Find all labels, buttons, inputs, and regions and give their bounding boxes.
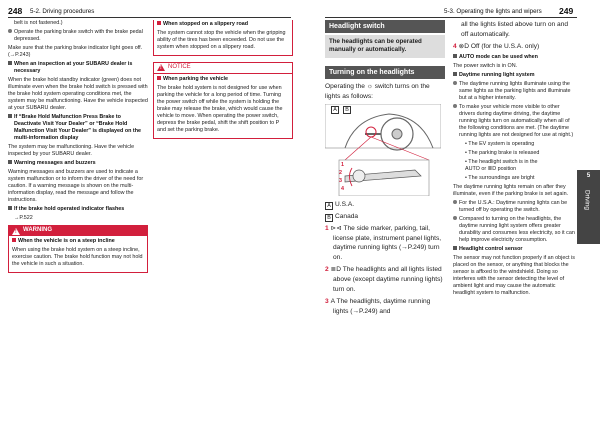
subheading: When stopped on a slippery road [157, 21, 289, 28]
bullet-item: To make your vehicle more visible to other drivers during daytime driving, the daytime running lights turn on automatically when all of the following conditions are met. (The daytime running lights are not designed for use at night.) [453, 104, 575, 139]
subheading: AUTO mode can be used when [453, 54, 575, 61]
square-bullet-icon [8, 61, 12, 65]
column-1 [8, 20, 148, 273]
paragraph: The system cannot stop the vehicle when the gripping ability of the tires has been exceeded. Do not use the system when stopped on a slippery road. [157, 30, 286, 51]
numbered-item-4: 4 ⊗D Off (for the U.S.A. only) [453, 42, 540, 50]
warning-subheading: When the vehicle is on a steep incline [12, 238, 144, 245]
label-usa: A U.S.A. [325, 200, 445, 210]
headlight-switch-figure [325, 104, 441, 196]
notice-subheading: When parking the vehicle [157, 76, 289, 83]
notice-header: ! NOTICE [154, 63, 292, 74]
sub-bullet: • The EV system is operating [465, 140, 535, 147]
column-4 [453, 20, 575, 299]
square-bullet-icon [8, 114, 12, 118]
subheading: If “Brake Hold Malfunction Press Brake to Deactivate Visit Your Dealer” or “Brake Hold Malfunction Visit Your Dealer” is displayed on the multi-information display [8, 114, 148, 142]
chapter-label: Driving [583, 190, 591, 210]
figure-callout-3: 3 [339, 177, 342, 184]
numbered-item-2: 2 ≣D The headlights and all lights listed above (except daytime running lights) turn on. [325, 266, 443, 294]
sub-bullet: • The headlight switch is in the AUTO or ≣D position [465, 158, 538, 172]
paragraph: Warning messages and buzzers are used to indicate a system malfunction or to inform the driver of the need for caution. If a warning message is shown on the multi-information display, read the message and follow the instructions. [8, 169, 144, 204]
bullet-icon [8, 29, 12, 33]
chapter-number: 5 [586, 173, 591, 179]
light-symbol-icon: ☼ [366, 82, 373, 90]
intro-text: Operating the ☼ switch turns on the lights as follows: [325, 82, 430, 100]
warning-header: ! WARNING [9, 226, 147, 236]
paragraph: When the brake hold standby indicator (green) does not illuminate even when the brake hold switch is pressed with the brake hold system operating conditions met, the system may be malfunctioning. Have the vehicle inspected at your SUBARU dealer. [8, 77, 148, 112]
steering-column-illustration [325, 104, 441, 196]
subheading: When an inspection at your SUBARU dealer is necessary [8, 61, 148, 75]
bullet-icon [453, 216, 457, 220]
square-bullet-icon [453, 54, 457, 58]
side-light-icon: ⊳⊲ [330, 224, 342, 232]
subheading: Headlight control sensor [453, 246, 575, 253]
figure-callout-1: 1 [341, 161, 344, 168]
figure-label-b: B [343, 106, 351, 114]
square-bullet-icon [8, 160, 12, 164]
bullet-icon [453, 104, 457, 108]
bullet-icon [453, 200, 457, 204]
square-bullet-icon [157, 76, 161, 80]
square-bullet-icon [12, 238, 16, 242]
numbered-item-3: 3 A The headlights, daytime running lights (→P.249) and [325, 297, 431, 315]
subsection-title: Turning on the headlights [325, 66, 445, 79]
paragraph: The power switch is in ON. [453, 62, 518, 69]
square-bullet-icon [8, 206, 12, 210]
section-intro: The headlights can be operated manually or automatically. [325, 35, 445, 58]
left-page-number: 248 [8, 6, 23, 16]
column-3 [325, 20, 445, 319]
left-header-rule [8, 17, 291, 18]
notice-icon: ! [157, 64, 165, 71]
bullet-item: For the U.S.A.: Daytime running lights can be turned off by operating the switch. [453, 200, 575, 214]
column-2 [153, 20, 293, 139]
square-bullet-icon [453, 246, 457, 250]
figure-label-a: A [331, 106, 339, 114]
subheading: Warning messages and buzzers [8, 160, 148, 167]
text-continuation: belt is not fastened.) [14, 20, 63, 26]
off-icon: ⊗D [458, 42, 469, 50]
page-reference: →P.522 [14, 215, 33, 222]
paragraph: Make sure that the parking brake indicator light goes off. (→P.243) [8, 45, 143, 59]
warning-box [8, 225, 148, 273]
right-header-rule [325, 17, 577, 18]
paragraph: The sensor may not function properly if an object is placed on the sensor, or anything that blocks the sensor is affixed to the windshield. Doing so interferes with the sensor detecting the level of ambient light and may cause the automatic headlight system to malfunction. [453, 255, 575, 297]
bullet-item: The daytime running lights illuminate using the same lights as the parking lights and illuminate but at a higher intensity. [453, 81, 575, 102]
auto-icon: A [330, 297, 335, 305]
text-continuation: all the lights listed above turn on and off automatically. [461, 21, 569, 38]
chapter-side-tab [577, 170, 600, 244]
label-canada: B Canada [325, 212, 445, 222]
bullet-icon [453, 81, 457, 85]
sub-bullet: • The surroundings are bright [465, 174, 535, 181]
warning-text: When using the brake hold system on a steep incline, exercise caution. The brake hold function may not hold the vehicle in such a situation. [12, 247, 143, 268]
square-bullet-icon [157, 21, 161, 25]
figure-callout-2: 2 [339, 169, 342, 176]
left-chapter-title: 5-2. Driving procedures [30, 8, 95, 15]
right-page-number: 249 [559, 6, 574, 16]
section-title: Headlight switch [325, 20, 445, 33]
headlight-icon: ≣D [330, 266, 341, 274]
paragraph: The system may be malfunctioning. Have the vehicle inspected by your SUBARU dealer. [8, 144, 135, 158]
paragraph: The daytime running lights remain on after they illuminate, even if the parking brake is set again. [453, 183, 569, 197]
right-chapter-title: 5-3. Operating the lights and wipers [444, 8, 542, 15]
bullet-item: Compared to turning on the headlights, the daytime running light system offers greater durability and consumes less electricity, so it can help improve electricity consumption. [453, 216, 575, 244]
subheading: Daytime running light system [453, 72, 575, 79]
notice-box [153, 62, 293, 139]
sub-bullet: • The parking brake is released [465, 149, 540, 156]
figure-callout-4: 4 [341, 185, 344, 192]
warning-icon: ! [12, 228, 20, 235]
subheading: If the brake hold operated indicator flashes [8, 206, 148, 213]
headlight-icon: ≣D [487, 165, 497, 172]
bullet-item: Operate the parking brake switch with the brake pedal depressed. [8, 29, 148, 43]
caution-continuation-box [153, 20, 293, 56]
square-bullet-icon [453, 72, 457, 76]
notice-text: The brake hold system is not designed for use when parking the vehicle for a long period of time. Turning the power switch off while the system is holding the brake may release the brake, which would cause the vehicle to move. When operating the power switch, depress the brake pedal, shift the shift position to P and set the parking brake. [157, 84, 283, 133]
numbered-item-1: 1 ⊳⊲ The side marker, parking, tail, license plate, instrument panel lights, daytime running lights (→P.249) turn on. [325, 224, 442, 262]
